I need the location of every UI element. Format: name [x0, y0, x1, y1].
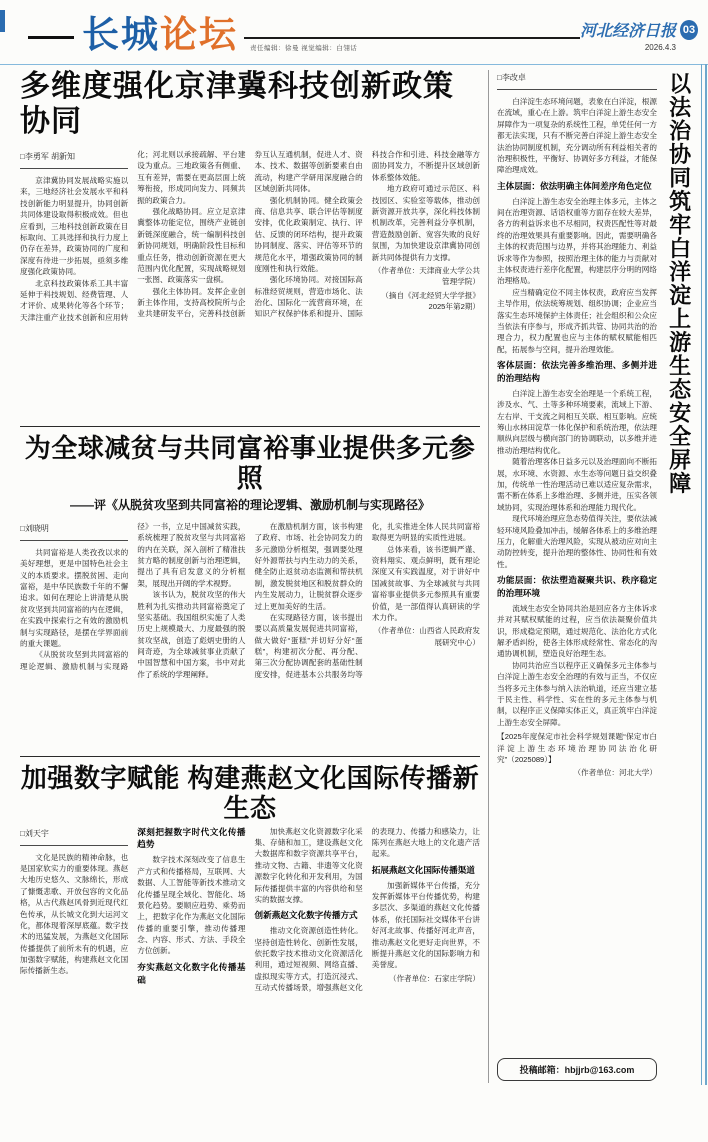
source-note: （作者单位：天津商业大学公共管理学院） [373, 265, 480, 287]
paragraph: 强化机制协同。健全政策会商、信息共享、联合评估等制度安排，优化政策制定、执行、评估、反馈的闭环结构，提升政策协同制度、落实、评估等环节的规范化水平，增强政策协同的制度刚性和执行效能。 [254, 195, 363, 273]
article-digital-culture [20, 764, 480, 1142]
section-title-part1: 长城 [82, 14, 160, 55]
paragraph: 加强新媒体平台传播，充分发挥新媒体平台传播优势，构建多层次、多渠道的燕赵文化传播体系，依托国际社交媒体平台讲好河北故事、传播好河北声音，推动燕赵文化更好走向世界，不断提升燕赵文化的国际影响力和美誉度。 [371, 880, 480, 970]
header-rule [244, 37, 580, 39]
subheading: 主体层面：依法明确主体间差序角色定位 [497, 180, 652, 191]
left-articles-zone [20, 70, 480, 1083]
paragraph: 《从脱贫攻坚到共同富裕的理论逻辑、激励机制与实现路径》一书，立足中国减贫实践，系统梳理了脱贫攻坚与共同富裕的内在关联，深入剖析了精准扶贫方略的制度创新与治理逻辑，提出了具有启发意义的分析框架，展现出开阔的学术视野。 [20, 521, 246, 671]
article4-body-column [497, 70, 657, 779]
subheading: 夯实燕赵文化数字化传播基础 [137, 961, 246, 985]
header-dash [28, 36, 74, 39]
masthead-block [580, 18, 698, 52]
byline: □李勇军 胡新知 [20, 149, 128, 169]
paragraph: 地方政府可通过示范区、科技园区、实验室等载体，推动创新资源开放共享，深化科技体制机制改革，完善利益分享机制，营造鼓励创新、宽容失败的良好氛围，为加快建设京津冀协同创新共同体提供有力支撑。 [371, 184, 480, 262]
paragraph: 强化环境协同。对接国际高标准经贸规则，营造市场化、法治化、国际化一流营商环境，在知识产权保护体系和提升、国际科技合作和引进、科技金融等方面协同发力，不断提升区域创新体系整体效能。 [254, 150, 480, 319]
paragraph: 该书认为，脱贫攻坚的伟大胜利为扎实推动共同富裕奠定了坚实基础。我国组织实施了人类历史上规模最大、力度最强的脱贫攻坚战，创造了彪炳史册的人间奇迹，为全球减贫事业贡献了中国智慧和中国方案，书中对此作了系统的学理阐释。 [137, 590, 246, 679]
paragraph: 现代环境治理应急态势值得关注，要依法减轻环境风险叠加冲击，缓解各体系上的多维治理压力，化解重大治理风险，实现从被动应对向主动防控转变，提升治理的整体性、协同性和有效性。 [497, 514, 657, 569]
content-area [20, 70, 696, 1083]
source-note: （作者单位：河北大学） [573, 768, 657, 778]
paragraph: 共同富裕是人类孜孜以求的美好理想，更是中国特色社会主义的本质要求。摆脱贫困、走向富裕，是中华民族数千年的不懈追求。如何在理论上讲清楚从脱贫攻坚到共同富裕的内在逻辑，在实践中探索行之有效的激励机制与实现路径，是摆在学界面前的重大课题。 [20, 547, 129, 648]
paragraph: 协同共治应当以程序正义确保多元主体参与白洋淀上游生态安全治理的有效与正当，不仅应当将多元主体参与纳入法治轨道，还应当建立基于民主性、科学性、实在性的多元主体参与机制，以程序正义保障实体正义，真正筑牢白洋淀上游生态安全屏障。 [497, 660, 657, 727]
article-divider-rule [20, 756, 480, 757]
byline: □刘晓明 [20, 521, 128, 541]
subheading: 拓展燕赵文化国际传播渠道 [371, 864, 475, 875]
article3-headline: 加强数字赋能 构建燕赵文化国际传播新生态 [20, 762, 480, 823]
right-edge-line-inner [701, 64, 702, 1085]
issue-date: 2026.4.3 [644, 43, 676, 52]
editors-credit: 责任编辑：徐曼 视觉编辑：白翎话 [250, 45, 358, 52]
header-divider-line [0, 64, 708, 65]
paragraph: 白洋淀上游生态安全治理主体多元，主体之间在治理资源、话语权重等方面存在较大差异，各方的利益诉求也不尽相同，权责匹配性等对最终的治理效果具有重要影响。因此，需要明确各主体的权责范围与边界，并将其治理能力、利益诉求等作为参照，按照治理主体的能力与贡献对主体权责进行差序化配置，构建层序分明的网络治理格局。 [497, 196, 657, 286]
subheading: 客体层面：依法完善多维治理、多侧并进的治理结构 [497, 360, 657, 383]
paragraph: 总体来看，该书逻辑严谨、资料翔实、观点鲜明，既有理论深度又有实践温度，对于讲好中国减贫故事、为全球减贫与共同富裕事业提供多元参照具有重要价值，是一部值得认真研读的学术力作。 [371, 544, 480, 622]
right-edge-line-outer [705, 64, 707, 1085]
right-article-zone [497, 70, 696, 1083]
byline: □刘天宇 [20, 826, 128, 846]
article-baiyangdian [497, 70, 657, 1083]
header-rule-wrap [244, 37, 580, 52]
page-header [28, 12, 698, 62]
article3-body-columns [20, 826, 480, 1142]
source-note: （作者单位：石家庄学院） [388, 973, 480, 983]
article-common-prosperity-review [20, 434, 480, 749]
article4-vertical-headline: 以法治协同筑牢白洋淀上游生态安全屏障 [666, 72, 692, 495]
paragraph: 强化战略协同。应立足京津冀整体功能定位，围绕产业链创新链深度融合，统一编制科技创新协同规划，明确阶段性目标和重点任务，推动创新资源在更大范围内优化配置，实现战略规划一张图、政策落实一盘棋。 [137, 206, 246, 285]
source-note: （摘自《河北经贸大学学报》2025年第2期） [381, 290, 480, 312]
article2-headline: 为全球减贫与共同富裕事业提供多元参照 [24, 433, 476, 493]
newspaper-masthead: 河北经济日报 [580, 23, 677, 40]
section-title [82, 16, 238, 53]
source-note: （作者单位：山西省人民政府发展研究中心） [373, 626, 480, 647]
paragraph: 京津冀协同发展战略实施以来，三地经济社会发展水平和科技创新能力明显提升，协同创新共同体建设取得积极成效。但也应看到，三地科技创新政策在目标取向、工具选择和执行力度上仍存在差异，政策协同的广度和深度有待进一步拓展，亟须多维度强化政策协同。 [20, 176, 129, 277]
subheading: 深刻把握数字时代文化传播趋势 [137, 826, 246, 850]
submission-email-box: 投稿邮箱：hbjjrb@163.com [497, 1058, 657, 1081]
article2-subtitle: ——评《从脱贫攻坚到共同富裕的理论逻辑、激励机制与实现路径》 [69, 497, 430, 512]
page-number-badge: 03 [680, 20, 698, 40]
source-note: 【2025年度保定市社会科学规划课题“保定市白洋淀上游生态环境治理协同法治化研究”（2025089）】 [497, 732, 657, 764]
column-divider-line [488, 70, 489, 1083]
paragraph: 在激励机制方面，该书构建了政府、市场、社会协同发力的多元激励分析框架，强调要处理好外源帮扶与内生动力的关系，健全防止返贫动态监测和帮扶机制，激发脱贫地区和脱贫群众的内生发展动力，让脱贫群众逐步过上更加美好的生活。 [254, 521, 363, 611]
paragraph: 强化主体协同。发挥企业创新主体作用，支持高校院所与企业共建研发平台，完善科技创新券互认互通机制，促进人才、资本、技术、数据等创新要素自由流动，构建产学研用深度融合的区域创新共同体。 [137, 150, 363, 319]
paragraph: 应当精确定位不同主体权责，政府应当发挥主导作用，依法统筹规划、组织协调；企业应当落实生态环境保护主体责任；社会组织和公众应当依法有序参与，形成齐抓共管、协同共治的治理合力，权力配置也应与主体的赋权赋能相匹配，拓展参与空间，提升治理效能。 [497, 287, 657, 354]
article-jingjinji-policy [20, 70, 480, 419]
paragraph: 文化是民族的精神命脉，也是国家软实力的重要体现。燕赵大地历史悠久、文脉绵长，形成了慷慨悲歌、开放包容的文化品格，从古代燕赵风骨到近现代红色传承，从长城文化到大运河文化，都体现着深厚底蕴。数字技术的迅猛发展，为燕赵文化国际传播提供了前所未有的机遇，应加强数字赋能，构建燕赵文化国际传播新生态。 [20, 852, 129, 976]
vertical-headline-strip [661, 70, 696, 1083]
article1-body-columns [20, 149, 480, 419]
subheading: 创新燕赵文化数字传播方式 [254, 910, 358, 921]
paragraph: 白洋淀生态环境问题，表象在白洋淀，根源在流域，重心在上游。筑牢白洋淀上游生态安全屏障作为一项复杂的系统性工程，单凭任何一方都无法实现，只有不断完善白洋淀上游生态安全法治协同制度机制，充分调动所有利益相关者的治理积极性，平衡好、协调好多方利益，才能保障治理成效。 [497, 97, 657, 175]
paragraph: 白洋淀上游生态安全治理是一个系统工程，涉及水、气、土等多种环境要素，流域上下游、左右岸、干支流之间相互关联、相互影响。应统筹山水林田淀草一体化保护和系统治理，依法理顺纵向层级与横向部门的协调联动，以多维并进推动治理结构优化。 [497, 388, 657, 455]
paragraph: 随着治理客体日益多元以及治理面向不断拓展，水环境、水资源、水生态等问题日益交织叠加，传统单一性治理活动已难以适应复杂需求，需不断在体系上多维治理、多侧并进，压实各领域协同，实现治理体系和治理能力现代化。 [497, 457, 657, 512]
paragraph: 加快燕赵文化资源数字化采集、存储和加工，建设燕赵文化大数据库和数字资源共享平台，推动文物、古籍、非遗等文化资源数字化转化和开发利用，为国际传播提供丰富的内容供给和坚实的数据支撑。 [254, 826, 363, 904]
byline: □李改卓 [497, 70, 657, 90]
paragraph: 数字技术深刻改变了信息生产方式和传播格局，互联网、大数据、人工智能等新技术推动文化传播呈现全域化、智能化、场景化趋势。要顺应趋势、乘势而上，把数字化作为燕赵文化国际传播的重要引擎，推动传播理念、内容、形式、方法、手段全方位创新。 [137, 855, 246, 956]
subheading: 功能层面：依法塑造凝聚共识、秩序稳定的治理环境 [497, 575, 657, 599]
page-edge-mark [0, 10, 5, 32]
article1-headline: 多维度强化京津冀科技创新政策协同 [20, 70, 454, 138]
article-divider-rule [20, 426, 480, 427]
paragraph: 在实现路径方面，该书提出要以高质量发展促进共同富裕，做大做好“蛋糕”并切好分好“蛋糕”，构建初次分配、再分配、第三次分配协调配套的基础性制度安排，促进基本公共服务均等化，扎实推进全体人民共同富裕取得更为明显的实质性进展。 [254, 521, 480, 679]
article2-body-columns [20, 521, 480, 749]
paragraph: 北京科技政策体系工具丰富延伸于科技规划、经费管理、人才评价、成果转化等各个环节；天津注重产业技术创新和应用转化；河北则以承接疏解、平台建设为重点。三地政策各有侧重、互有差异，需要在更高层面上统筹衔接，形成同向发力、同频共振的政策合力。 [20, 150, 246, 322]
paragraph: 流域生态安全协同共治是回应各方主体诉求并对其赋权赋能的过程，应当依法凝聚价值共识，形成稳定预期，通过规范化、法治化方式化解矛盾纠纷，使各主体形成经常性、常态化的沟通协调机制，塑造良好治理生态。 [497, 603, 657, 659]
paragraph: 推动文化资源创造性转化。坚持创造性转化、创新性发展，依托数字技术推动文化资源活化利用，通过短视频、网络直播、虚拟现实等方式，打造沉浸式、互动式传播场景，增强燕赵文化的表现力、传播力和感染力，让陈列在燕赵大地上的文化遗产活起来。 [254, 826, 480, 993]
section-title-part2: 论坛 [160, 14, 238, 55]
